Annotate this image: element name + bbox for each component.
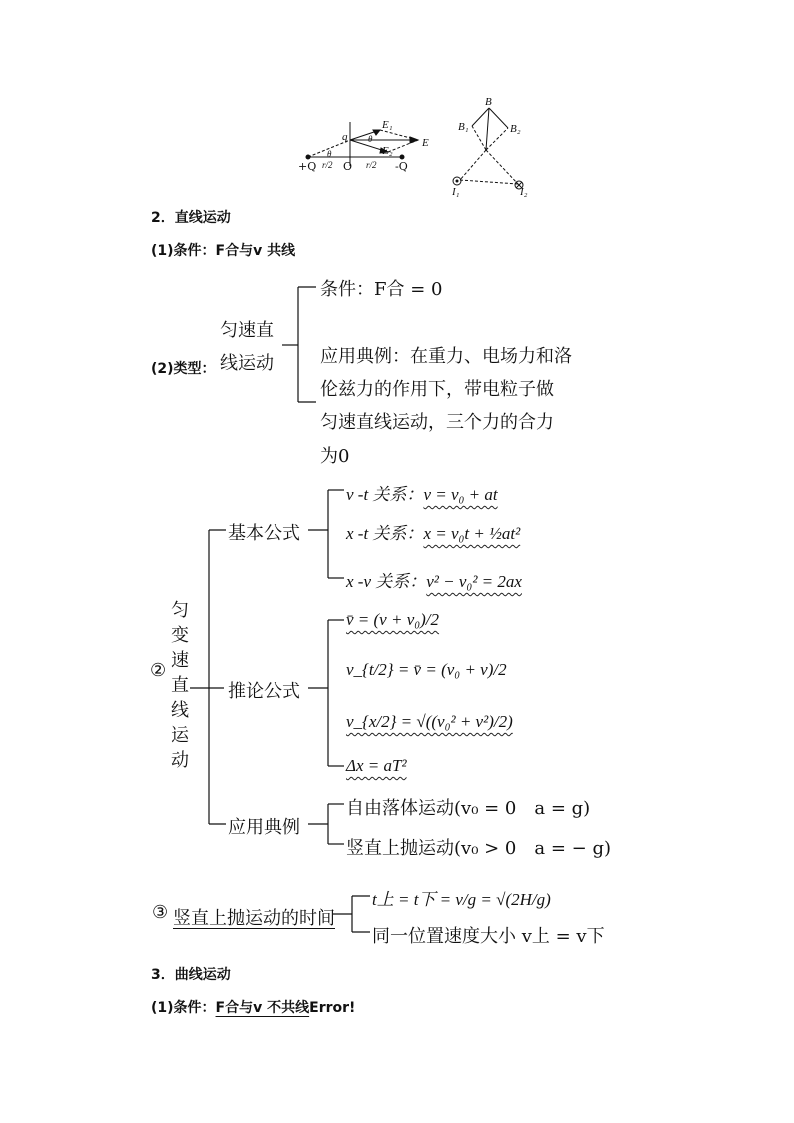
accel-main-bracket <box>190 530 226 824</box>
basic-formula-label: 基本公式 <box>228 523 300 544</box>
applications-label: 应用典例 <box>228 817 300 838</box>
fig1-label-o: O <box>343 160 353 173</box>
fig1-label-e: E <box>422 137 429 149</box>
xt-relation <box>346 519 520 544</box>
derived-formula-2: v_{t/2} = v̄ = (v₀ + v)/2 <box>346 660 507 679</box>
derived-bracket <box>308 620 344 766</box>
fig1-label-plusq: +Q <box>298 160 317 173</box>
condition-label: (1)条件： <box>151 1000 216 1016</box>
uniform-app-line3: 匀速直线运动，三个力的合力 <box>320 412 554 433</box>
vt-label: v -t 关系： <box>346 485 424 504</box>
fig2-label-i2: I₂ <box>520 186 528 198</box>
uniform-app-line1: 应用典例：在重力、电场力和洛 <box>320 346 572 367</box>
accel-title-char: 运 <box>171 725 189 746</box>
xv-label: x -v 关系： <box>346 572 427 591</box>
uniform-app-line4: 为0 <box>320 446 350 467</box>
xt-formula: x = v₀t + ½at² <box>423 524 521 543</box>
error-text: Error! <box>309 1000 356 1016</box>
vertical-marker: ③ <box>152 902 169 923</box>
section2-heading: 2．直线运动 <box>151 210 231 226</box>
fig1-label-theta1: θ <box>368 134 373 144</box>
vt-formula: v = v₀ + at <box>423 485 498 504</box>
apps-bracket <box>308 804 344 844</box>
derived-formula-label: 推论公式 <box>228 681 300 702</box>
accel-title-char: 匀 <box>171 600 189 621</box>
xv-formula: v² − v₀² = 2ax <box>426 572 522 591</box>
accel-title <box>170 598 190 773</box>
application-vertical-throw: 竖直上抛运动(v₀ > 0 a = − g) <box>346 838 611 859</box>
derived-formula-1: v̄ = (v + v₀)/2 <box>346 610 440 629</box>
fig1-label-q: q <box>342 131 348 143</box>
fig1-label-e2: E₂ <box>382 145 393 157</box>
xt-label: x -t 关系： <box>346 524 424 543</box>
uniform-title-line2: 线运动 <box>220 353 274 374</box>
uniform-app-line2: 伦兹力的作用下，带电粒子做 <box>320 379 554 400</box>
vertical-bracket <box>333 896 370 932</box>
derived-formula-4: Δx = aT² <box>346 756 407 775</box>
vertical-formula-speed: 同一位置速度大小 v上 = v下 <box>372 926 605 947</box>
derived-formula-3: v_{x/2} = √((v₀² + v²)/2) <box>346 712 513 731</box>
fig1-label-e1: E₁ <box>382 119 393 131</box>
types-label: (2)类型： <box>151 361 216 377</box>
accel-marker: ② <box>150 660 167 681</box>
vertical-title: 竖直上抛运动的时间 <box>173 908 335 929</box>
fig2-label-b2: B₂ <box>510 123 521 135</box>
accel-title-char: 变 <box>171 625 189 646</box>
accel-title-char: 直 <box>171 675 189 696</box>
accel-title-char: 线 <box>171 700 189 721</box>
uniform-bracket <box>282 287 316 402</box>
fig1-label-r2-right: r/2 <box>366 160 377 170</box>
uniform-condition: 条件：F合 = 0 <box>320 279 443 300</box>
condition-text: F合与v 共线 <box>215 243 296 259</box>
section2-condition <box>151 240 295 260</box>
accel-title-char: 动 <box>171 750 189 771</box>
section3-heading: 3．曲线运动 <box>151 967 231 983</box>
vt-relation <box>346 480 498 505</box>
fig1-label-r2-left: r/2 <box>322 160 333 170</box>
fig2-label-i1: I₁ <box>452 186 460 198</box>
fig2-label-b1: B₁ <box>458 121 469 133</box>
condition-label: (1)条件： <box>151 243 216 259</box>
application-free-fall: 自由落体运动(v₀ = 0 a = g) <box>346 798 591 819</box>
condition-text: F合与v 不共线 <box>215 1000 310 1016</box>
basic-bracket <box>308 490 344 578</box>
section3-condition <box>151 997 355 1017</box>
vertical-formula-time: t上 = t下 = v/g = √(2H/g) <box>372 890 551 909</box>
fig2-label-b: B <box>485 96 492 108</box>
accel-title-char: 速 <box>171 650 189 671</box>
xv-relation <box>346 567 522 592</box>
fig1-label-theta2: θ <box>327 149 332 159</box>
fig1-label-minusq: -Q <box>395 160 408 173</box>
uniform-title-line1: 匀速直 <box>220 320 274 341</box>
